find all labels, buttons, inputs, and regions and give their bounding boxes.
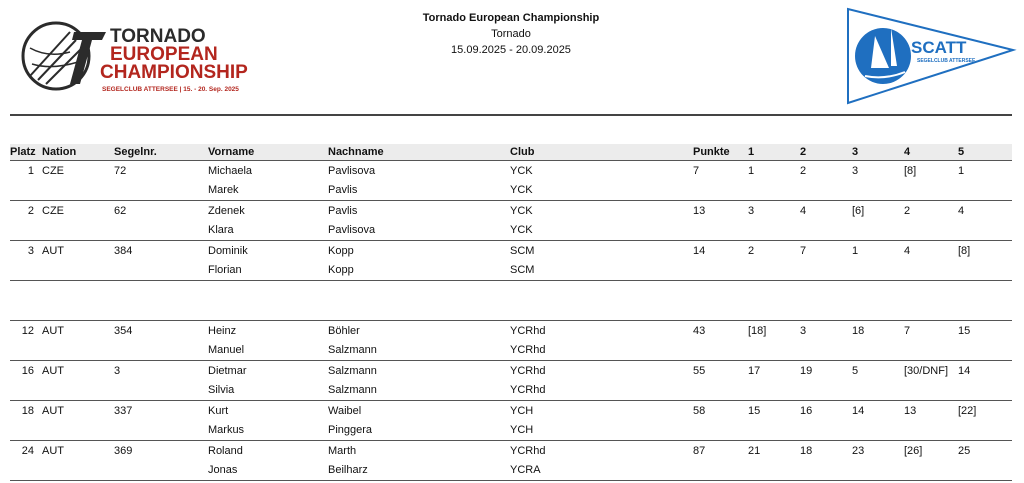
race-1-cell: 1 (748, 161, 800, 181)
table-row (10, 441, 1012, 461)
punkte-cell: 13 (693, 201, 748, 221)
race-3-cell: 14 (852, 401, 904, 421)
table-row-crew (10, 381, 1012, 401)
tornado-emblem-icon (23, 23, 106, 89)
nachname-cell: Pavlis (328, 184, 358, 197)
vorname-cell: Heinz (208, 321, 328, 341)
punkte-cell: 7 (693, 161, 748, 181)
club-cell: YCRhd (510, 344, 546, 357)
table-row-crew (10, 421, 1012, 441)
col-header-race-3: 3 (852, 144, 904, 161)
race-2-cell: 4 (800, 201, 852, 221)
race-5-cell: 25 (958, 441, 1012, 461)
table-row-crew (10, 341, 1012, 361)
race-3-cell: 1 (852, 241, 904, 261)
race-1-cell: [18] (748, 321, 800, 341)
race-5-cell: 15 (958, 321, 1012, 341)
platz-cell: 16 (10, 361, 40, 381)
nation-cell: CZE (40, 161, 114, 181)
segelnr-cell: 354 (114, 321, 208, 341)
vorname-cell: Dietmar (208, 361, 328, 381)
segelnr-cell: 72 (114, 161, 208, 181)
sailboat-icon (855, 28, 911, 84)
vorname-cell: Roland (208, 441, 328, 461)
event-logo-line2: EUROPEAN (110, 44, 218, 65)
club-logo-subtitle: SEGELCLUB ATTERSEE (917, 58, 976, 64)
vorname-cell: Michaela (208, 161, 328, 181)
club-cell: YCRA (510, 461, 693, 481)
nachname-cell: Pavlis (328, 201, 510, 221)
club-logo-name: SCATT (911, 38, 967, 57)
race-1-cell: 15 (748, 401, 800, 421)
club-cell: SCM (510, 241, 693, 261)
col-header-platz: Platz (10, 144, 40, 161)
club-cell: YCK (510, 224, 533, 237)
race-2-cell: 18 (800, 441, 852, 461)
table-row-crew (10, 221, 1012, 241)
nachname-cell: Böhler (328, 321, 510, 341)
nation-cell: AUT (40, 321, 114, 341)
vorname-cell: Dominik (208, 241, 328, 261)
event-logo-tagline: SEGELCLUB ATTERSEE | 15. - 20. Sep. 2025 (102, 86, 239, 93)
race-5-cell: 14 (958, 361, 1012, 381)
nachname-cell: Beilharz (328, 461, 510, 481)
platz-cell: 1 (10, 161, 40, 181)
event-title: Tornado European Championship (422, 12, 600, 24)
nation-cell: AUT (40, 241, 114, 261)
col-header-vorname: Vorname (208, 144, 328, 161)
boat-class: Tornado (491, 28, 531, 40)
club-cell: SCM (510, 264, 535, 277)
nachname-cell: Pavlisova (328, 161, 510, 181)
segelnr-cell: 384 (114, 241, 208, 261)
vorname-cell: Kurt (208, 401, 328, 421)
punkte-cell: 55 (693, 361, 748, 381)
club-cell: YCRhd (510, 321, 693, 341)
club-cell: YCRhd (510, 441, 693, 461)
nachname-cell: Salzmann (328, 384, 377, 397)
col-header-race-1: 1 (748, 144, 800, 161)
col-header-segelnr: Segelnr. (114, 144, 208, 161)
race-4-cell: 13 (904, 401, 958, 421)
race-2-cell: 3 (800, 321, 852, 341)
vorname-cell: Manuel (208, 344, 245, 357)
segelnr-cell: 337 (114, 401, 208, 421)
table-row (10, 361, 1012, 381)
vorname-cell: Florian (208, 264, 242, 277)
club-cell: YCK (510, 161, 693, 181)
platz-cell: 12 (10, 321, 40, 341)
document-header (380, 10, 642, 58)
table-row (10, 321, 1012, 341)
col-header-race-5: 5 (958, 144, 1012, 161)
platz-cell: 18 (10, 401, 40, 421)
col-header-nation: Nation (40, 144, 114, 161)
table-row-crew (10, 181, 1012, 201)
club-cell: YCH (510, 424, 534, 437)
event-logo-line1: TORNADO (110, 26, 206, 47)
platz-cell: 2 (10, 201, 40, 221)
table-row (10, 201, 1012, 221)
race-4-cell: [8] (904, 161, 958, 181)
nachname-cell: Waibel (328, 401, 510, 421)
race-1-cell: 17 (748, 361, 800, 381)
punkte-cell: 87 (693, 441, 748, 461)
race-5-cell: [8] (958, 241, 1012, 261)
club-cell: YCRhd (510, 361, 693, 381)
race-2-cell: 16 (800, 401, 852, 421)
race-5-cell: 1 (958, 161, 1012, 181)
vorname-cell: Marek (208, 184, 239, 197)
col-header-nachname: Nachname (328, 144, 510, 161)
nation-cell: AUT (40, 401, 114, 421)
col-header-punkte: Punkte (693, 144, 748, 161)
race-1-cell: 2 (748, 241, 800, 261)
race-4-cell: [30/DNF] (904, 361, 958, 381)
platz-cell: 24 (10, 441, 40, 461)
punkte-cell: 58 (693, 401, 748, 421)
club-cell: YCK (510, 201, 693, 221)
club-cell: YCRhd (510, 384, 546, 397)
race-3-cell: 5 (852, 361, 904, 381)
event-dates: 15.09.2025 - 20.09.2025 (451, 44, 571, 56)
table-row (10, 241, 1012, 261)
nachname-cell: Pinggera (328, 424, 373, 437)
col-header-club: Club (510, 144, 693, 161)
race-1-cell: 21 (748, 441, 800, 461)
race-4-cell: 7 (904, 321, 958, 341)
nachname-cell: Marth (328, 441, 510, 461)
club-logo (845, 6, 1017, 106)
nation-cell: AUT (40, 361, 114, 381)
vorname-cell: Silvia (208, 384, 235, 397)
table-row-crew (10, 461, 1012, 481)
race-3-cell: [6] (852, 201, 904, 221)
table-row-crew (10, 261, 1012, 281)
vorname-cell: Markus (208, 424, 245, 437)
nation-cell: AUT (40, 441, 114, 461)
nachname-cell: Salzmann (328, 344, 377, 357)
vorname-cell: Zdenek (208, 201, 328, 221)
segelnr-cell: 62 (114, 201, 208, 221)
segelnr-cell: 3 (114, 361, 208, 381)
race-2-cell: 19 (800, 361, 852, 381)
event-logo-line3: CHAMPIONSHIP (100, 62, 248, 83)
results-table (10, 144, 1012, 481)
table-row (10, 161, 1012, 181)
col-header-race-4: 4 (904, 144, 958, 161)
punkte-cell: 43 (693, 321, 748, 341)
race-3-cell: 18 (852, 321, 904, 341)
race-2-cell: 7 (800, 241, 852, 261)
nachname-cell: Kopp (328, 241, 510, 261)
race-4-cell: 4 (904, 241, 958, 261)
club-cell: YCK (510, 184, 533, 197)
race-5-cell: [22] (958, 401, 1012, 421)
nachname-cell: Pavlisova (328, 224, 376, 237)
platz-cell: 3 (10, 241, 40, 261)
table-header-row (10, 144, 1012, 161)
col-header-race-2: 2 (800, 144, 852, 161)
race-4-cell: [26] (904, 441, 958, 461)
race-1-cell: 3 (748, 201, 800, 221)
club-cell: YCH (510, 401, 693, 421)
race-3-cell: 3 (852, 161, 904, 181)
nation-cell: CZE (40, 201, 114, 221)
vorname-cell: Klara (208, 224, 234, 237)
race-4-cell: 2 (904, 201, 958, 221)
nachname-cell: Kopp (328, 264, 354, 277)
race-2-cell: 2 (800, 161, 852, 181)
race-5-cell: 4 (958, 201, 1012, 221)
table-gap-row (10, 281, 1012, 321)
vorname-cell: Jonas (208, 461, 328, 481)
nachname-cell: Salzmann (328, 361, 510, 381)
segelnr-cell: 369 (114, 441, 208, 461)
event-logo (18, 18, 263, 96)
race-3-cell: 23 (852, 441, 904, 461)
header-divider (10, 114, 1012, 116)
table-row (10, 401, 1012, 421)
punkte-cell: 14 (693, 241, 748, 261)
